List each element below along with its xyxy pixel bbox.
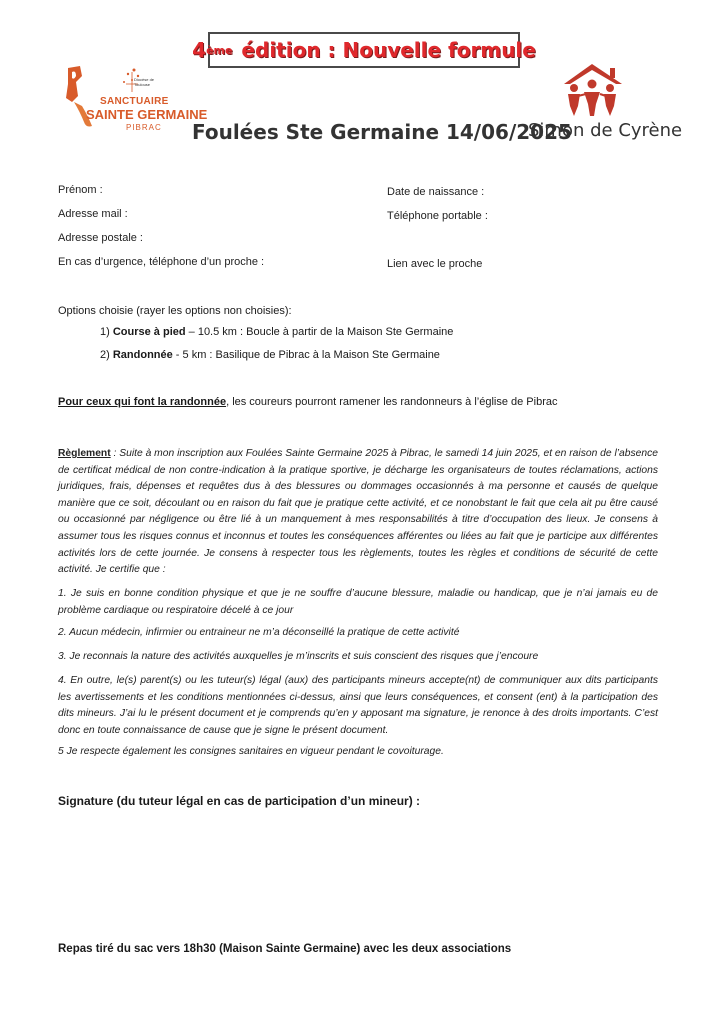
adresse-mail-field[interactable]: Adresse mail : xyxy=(58,208,128,220)
prenom-field[interactable]: Prénom : xyxy=(58,184,103,196)
reglement-intro xyxy=(58,446,658,579)
reglement-label: Règlement xyxy=(58,448,111,459)
edition-text: édition : Nouvelle formule xyxy=(234,38,536,62)
page-title: Foulées Ste Germaine 14/06/2025 xyxy=(192,120,572,144)
option-randonnee[interactable] xyxy=(100,349,440,361)
option-course-detail: – 10.5 km : Boucle à partir de la Maison Ste Germaine xyxy=(185,326,454,338)
pibrac-label: PIBRAC xyxy=(126,123,162,132)
reglement-item-3: 3. Je reconnais la nature des activités auxquelles je m’inscrits et suis conscient des risques que j’encoure xyxy=(58,651,539,662)
urgence-field[interactable]: En cas d’urgence, téléphone d’un proche : xyxy=(58,256,265,268)
reglement-item-4: 4. En outre, le(s) parent(s) ou les tuteur(s) légal (aux) des participants mineurs accepte(nt) de communiquer aux dits participants les avertissements et les conditions mentionnées ci-dessus, ainsi que leurs conséquences, et consent (ent) à la participation des dits mineurs. J’ai lu le présent document et je comprends qu’en y apposant ma signature, je renonce à des droits importants. C’est donc en toute connaissance de cause que je signe le présent document. xyxy=(58,675,658,736)
option-randonnee-detail: - 5 km : Basilique de Pibrac à la Maison Ste Germaine xyxy=(172,349,440,361)
option-course[interactable] xyxy=(100,326,453,338)
edition-number: 4 xyxy=(192,38,207,62)
option-course-num: 1) xyxy=(100,326,113,338)
options-intro: Options choisie (rayer les options non choisies): xyxy=(58,305,292,317)
randonnee-note xyxy=(58,396,557,408)
edition-banner xyxy=(192,32,536,68)
option-course-name: Course à pied xyxy=(112,326,186,338)
sanctuaire-label: SANCTUAIRE xyxy=(100,96,169,107)
edition-superscript: ème xyxy=(206,43,233,57)
randonnee-note-emphasis: Pour ceux qui font la randonnée xyxy=(58,396,227,408)
reglement-intro-text: : Suite à mon inscription aux Foulées Sainte Germaine 2025 à Pibrac, le samedi 14 juin 2025, et en raison de l’absence de certificat médical de non contre-indication à la pratique sportive, je décharge les organisateurs de toutes réclamations, actions juridiques, frais, dépenses et requêtes dus à des blessures ou dommages occasionnés à ma personne et causés de quelque manière que ce soit, découlant ou en raison du fait que je pratique cette activité, et ce nonobstant le fait que cela ait pu être causé ou occasionné par négligence ou être lié à un manquement à mes responsabilités à titre d’occupation des lieux. Je consens à assumer tous les risques connus et inconnus et toutes les conséquences afférentes ou liées au fait que je participe aux différentes activités lors de cette journée. Je consens à respecter tous les règlements, toutes les règles et conditions de sécurité de cette activité. Je certifie que : xyxy=(58,448,658,576)
simon-de-cyrene-label: Simon de Cyrène xyxy=(528,120,683,141)
option-randonnee-name: Randonnée xyxy=(112,349,173,361)
option-randonnee-num: 2) xyxy=(100,349,113,361)
simon-de-cyrene-logo-icon xyxy=(560,62,626,118)
randonnee-note-rest: , les coureurs pourront ramener les randonneurs à l’église de Pibrac xyxy=(226,396,558,408)
signature-label[interactable]: Signature (du tuteur légal en cas de participation d’un mineur) : xyxy=(58,794,421,808)
diocese-label: Diocèse de Toulouse xyxy=(134,77,155,87)
adresse-postale-field[interactable]: Adresse postale : xyxy=(58,232,143,244)
lien-proche-field[interactable]: Lien avec le proche xyxy=(387,258,483,270)
telephone-field[interactable]: Téléphone portable : xyxy=(387,210,488,222)
reglement-item-1: 1. Je suis en bonne condition physique et que je ne souffre d’aucune blessure, maladie ou handicap, que je n’ai jamais eu de problème cardiaque ou respiratoire décelé à ce jour xyxy=(58,588,658,616)
date-naissance-field[interactable]: Date de naissance : xyxy=(387,186,485,198)
reglement-item-2: 2. Aucun médecin, infirmier ou entraineur ne m’a déconseillé la pratique de cette activité xyxy=(58,627,460,638)
sainte-germaine-label: SAINTE GERMAINE xyxy=(86,107,208,122)
reglement-item-5: 5 Je respecte également les consignes sanitaires en vigueur pendant le covoiturage. xyxy=(58,746,444,757)
repas-note: Repas tiré du sac vers 18h30 (Maison Sainte Germaine) avec les deux associations xyxy=(58,943,512,955)
